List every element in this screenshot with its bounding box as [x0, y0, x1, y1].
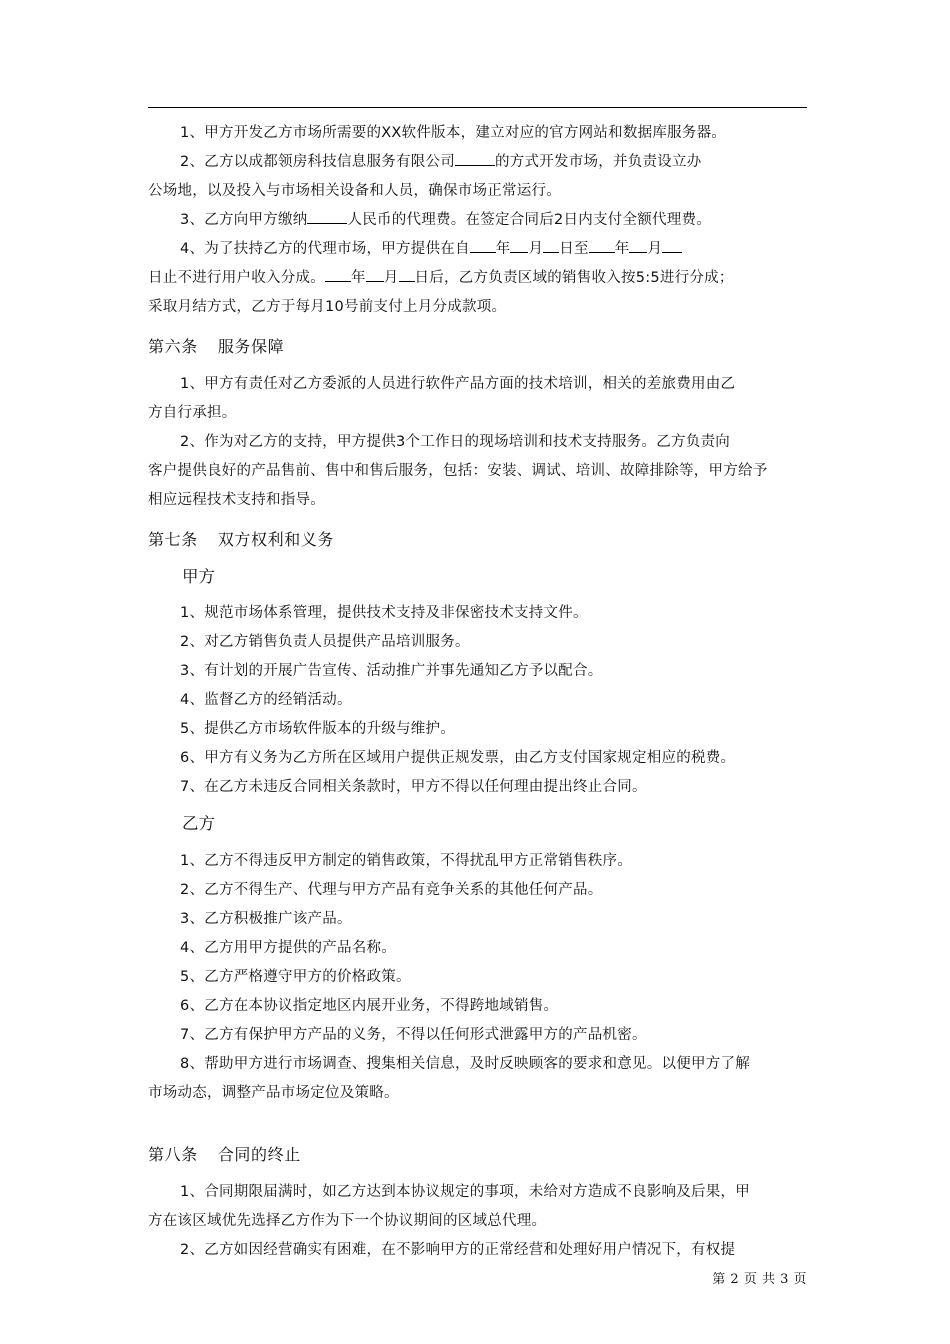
s8-item-2: 2、乙方如因经营确实有困难，在不影响甲方的正常经营和处理好用户情况下，有权提 [180, 1242, 736, 1258]
blank-underline [589, 238, 615, 253]
s5-item-3 [148, 206, 807, 235]
s5-item-4-cont2: 采取月结方式，乙方于每月10号前支付上月分成款项。 [148, 299, 507, 315]
year-label: 年 [614, 241, 630, 257]
blank-underline [325, 267, 351, 282]
blank-underline [366, 267, 384, 282]
blank-underline [399, 267, 415, 282]
header-rule [148, 107, 807, 108]
s6-item-2-cont: 客户提供良好的产品售前、售中和售后服务，包括：安装、调试、培训、故障排除等，甲方给予 [148, 463, 768, 479]
list-item: 4、监督乙方的经销活动。 [180, 692, 352, 708]
s6-item-2: 2、作为对乙方的支持，甲方提供3个工作日的现场培训和技术支持服务。乙方负责向 [180, 434, 730, 450]
list-item: 6、甲方有义务为乙方所在区域用户提供正规发票，由乙方支付国家规定相应的税费。 [180, 750, 736, 766]
blank-underline [470, 238, 496, 253]
year-label: 年 [495, 241, 511, 257]
party-b-list [148, 847, 807, 1108]
party-a-heading: 甲方 [182, 567, 215, 586]
section-number: 第八条 [148, 1145, 198, 1164]
blank-underline [455, 151, 495, 166]
s5-item-2 [148, 148, 807, 177]
blank-underline [307, 209, 347, 224]
list-item: 5、乙方严格遵守甲方的价格政策。 [180, 969, 411, 985]
s6-item-1-cont: 方自行承担。 [148, 405, 237, 421]
s5-item-2-cont: 公场地，以及投入与市场相关设备和人员，确保市场正常运行。 [148, 183, 561, 199]
list-item: 1、规范市场体系管理，提供技术支持及非保密技术支持文件。 [180, 605, 588, 621]
blank-underline [510, 238, 528, 253]
list-item: 3、有计划的开展广告宣传、活动推广并事先通知乙方予以配合。 [180, 663, 603, 679]
list-item: 6、乙方在本协议指定地区内展开业务，不得跨地域销售。 [180, 998, 559, 1014]
s5-item-4 [148, 235, 807, 264]
year-label: 年 [351, 270, 366, 286]
day-to-label: 日至 [559, 241, 589, 257]
section-title: 双方权利和义务 [217, 530, 335, 549]
list-item: 8、帮助甲方进行市场调查、搜集相关信息，及时反映顾客的要求和意见。以便甲方了解 [180, 1056, 750, 1072]
s5-item-2-text-b: 的方式开发市场，并负责设立办 [494, 154, 702, 170]
party-a-list [148, 599, 807, 802]
document-body [148, 119, 807, 1265]
s8-item-1: 1、合同期限届满时，如乙方达到本协议规定的事项，未给对方造成不良影响及后果，甲 [180, 1184, 750, 1200]
list-item: 5、提供乙方市场软件版本的升级与维护。 [180, 721, 455, 737]
section-6-heading [148, 332, 807, 362]
month-label: 月 [383, 270, 399, 286]
s5-item-4-text-a: 4、为了扶持乙方的代理市场，甲方提供在自 [180, 241, 470, 257]
s5-item-4-text-j: 日后，乙方负责区域的销售收入按5:5进行分成； [414, 270, 734, 286]
blank-underline [543, 238, 559, 253]
section-8-heading [148, 1140, 807, 1170]
list-item: 2、乙方不得生产、代理与甲方产品有竞争关系的其他任何产品。 [180, 882, 603, 898]
section-7-heading [148, 525, 807, 555]
list-item: 4、乙方用甲方提供的产品名称。 [180, 940, 396, 956]
blank-underline [629, 238, 647, 253]
s5-item-4-cont [148, 264, 807, 293]
list-item: 3、乙方积极推广该产品。 [180, 911, 352, 927]
list-item: 7、乙方有保护甲方产品的义务，不得以任何形式泄露甲方的产品机密。 [180, 1027, 647, 1043]
blank-underline [662, 238, 682, 253]
s5-item-2-text-a: 2、乙方以成都领房科技信息服务有限公司 [180, 154, 455, 170]
s5-item-1: 1、甲方开发乙方市场所需要的XX软件版本，建立对应的官方网站和数据库服务器。 [180, 125, 727, 141]
party-b-heading: 乙方 [182, 814, 215, 833]
list-item: 2、对乙方销售负责人员提供产品培训服务。 [180, 634, 470, 650]
s5-item-3-text-a: 3、乙方向甲方缴纳 [180, 212, 308, 228]
list-item: 1、乙方不得违反甲方制定的销售政策，不得扰乱甲方正常销售秩序。 [180, 853, 632, 869]
section-title: 合同的终止 [217, 1145, 301, 1164]
section-number: 第六条 [148, 337, 198, 356]
month-label: 月 [647, 241, 663, 257]
month-label: 月 [528, 241, 544, 257]
list-item: 7、在乙方未违反合同相关条款时，甲方不得以任何理由提出终止合同。 [180, 779, 647, 795]
s5-item-3-text-b: 人民币的代理费。在签定合同后2日内支付全额代理费。 [347, 212, 711, 228]
page-number: 第 2 页 共 3 页 [712, 1272, 807, 1287]
s6-item-1: 1、甲方有责任对乙方委派的人员进行软件产品方面的技术培训，相关的差旅费用由乙 [180, 376, 736, 392]
s8-item-1-cont: 方在该区域优先选择乙方作为下一个协议期间的区域总代理。 [148, 1213, 547, 1229]
section-title: 服务保障 [217, 337, 285, 356]
list-item-cont: 市场动态，调整产品市场定位及策略。 [148, 1085, 399, 1101]
s6-item-2-cont2: 相应远程技术支持和指导。 [148, 492, 325, 508]
section-number: 第七条 [148, 530, 198, 549]
s5-item-4-text-g: 日止不进行用户收入分成。 [148, 270, 325, 286]
